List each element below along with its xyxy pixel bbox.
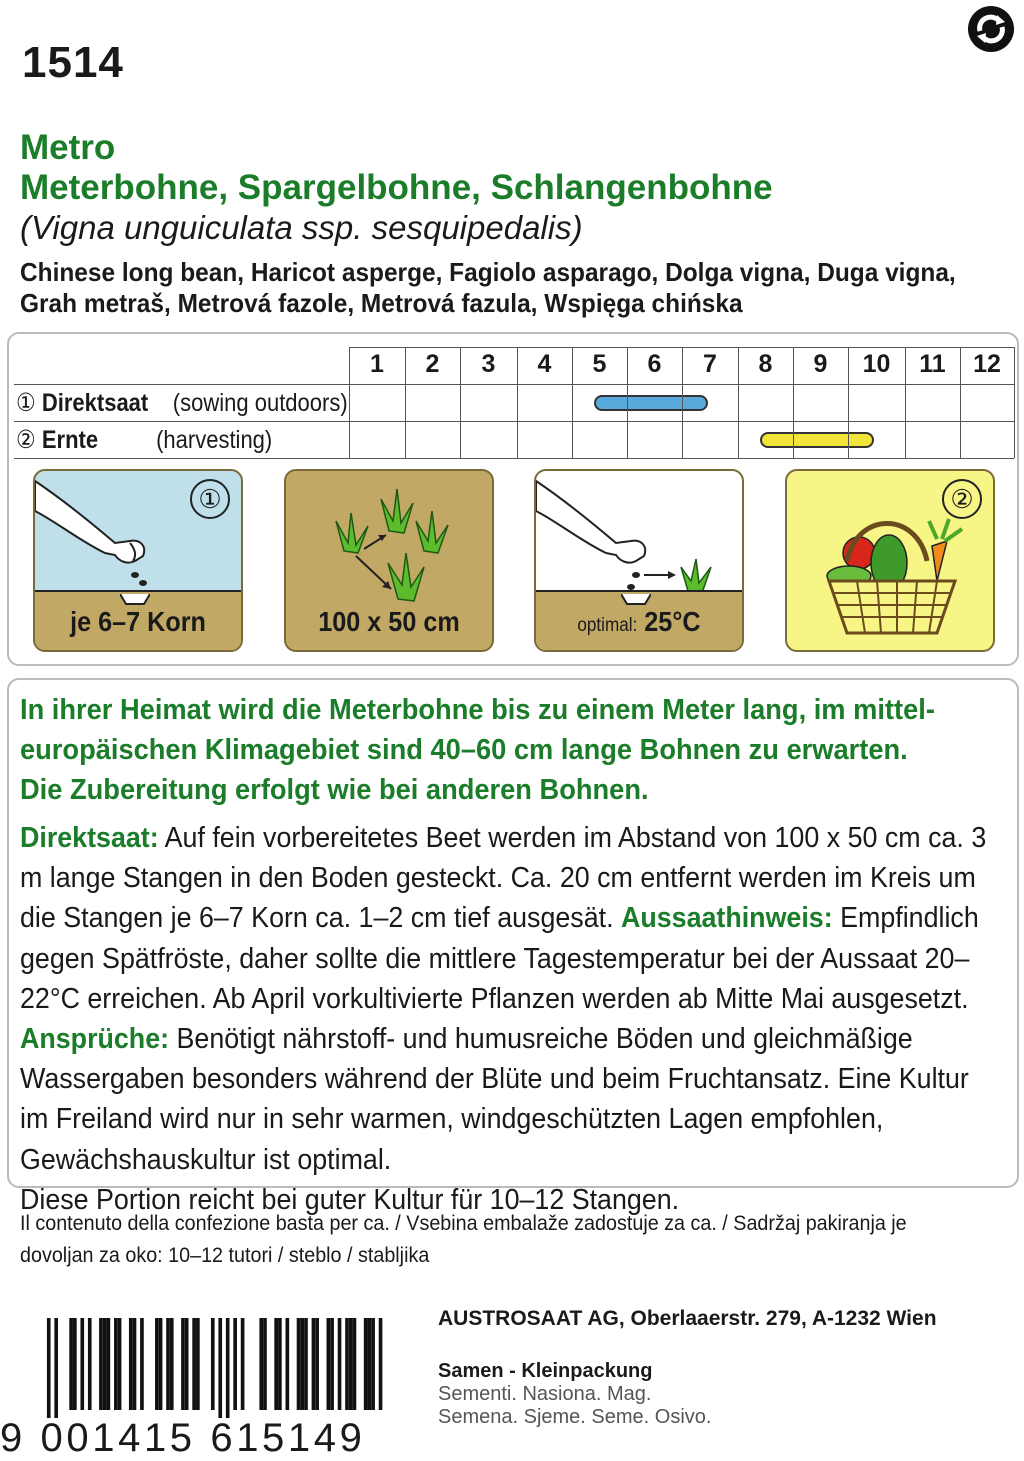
barcode-bar — [140, 1318, 144, 1410]
company-address: AUSTROSAAT AG, Oberlaaerstr. 279, A-1232 Wien — [438, 1307, 937, 1330]
barcode-bar — [133, 1318, 137, 1410]
row-translation: (harvesting) — [156, 426, 273, 454]
month-label: 11 — [919, 350, 946, 378]
barcode-bar — [371, 1318, 375, 1410]
barcode-bar — [233, 1318, 237, 1410]
barcode-bar — [54, 1318, 58, 1418]
intro-text: In ihrer Heimat wird die Meterbohne bis zu einem Meter lang, im mitteleuropäischen Klimagebiet sind 40–60 cm lange Bohnen zu erwarten. Die Zubereitung erfolgt wie bei anderen Bohnen. — [20, 694, 935, 806]
barcode-bar — [364, 1318, 368, 1410]
pack-title: Samen - Kleinpackung — [438, 1360, 653, 1382]
seeds-per-hole-label: je 6–7 Korn — [70, 606, 206, 637]
seed-germination-icon — [536, 471, 744, 601]
calendar-grid-line — [793, 347, 794, 458]
barcode-bar — [327, 1318, 331, 1410]
sowing-panel — [33, 469, 243, 652]
vegetable-basket-icon — [787, 471, 995, 652]
harvest-period-bar — [760, 432, 874, 448]
month-label: 9 — [813, 350, 828, 378]
month-label: 3 — [481, 350, 496, 378]
barcode-bar — [181, 1318, 185, 1410]
calendar-grid-line — [405, 347, 406, 458]
spacing-panel — [284, 469, 494, 652]
row-marker: ① — [16, 389, 36, 417]
barcode-bar — [159, 1318, 163, 1410]
barcode-bar — [114, 1318, 118, 1410]
calendar-grid-line — [349, 347, 350, 458]
barcode-bar — [304, 1318, 308, 1410]
panel-number: ② — [942, 479, 982, 519]
barcode-bar — [103, 1318, 107, 1410]
month-label: 5 — [592, 350, 607, 378]
temperature-panel — [534, 469, 744, 652]
barcode-bar — [286, 1318, 290, 1410]
barcode-bar — [345, 1318, 349, 1410]
hand-sowing-icon — [35, 471, 243, 601]
barcode-bar — [274, 1318, 278, 1410]
calendar-row-harvest — [16, 425, 272, 455]
barcode-bar — [379, 1318, 383, 1410]
month-label: 8 — [758, 350, 773, 378]
pack-translations-1: Sementi. Nasiona. Mag. — [438, 1383, 652, 1405]
temperature-label — [546, 606, 731, 638]
barcode-bar — [170, 1318, 174, 1410]
barcode-bar — [129, 1318, 133, 1410]
barcode-bar — [166, 1318, 170, 1410]
barcode-bar — [330, 1318, 334, 1410]
barcode-number: 9 001415 615149 — [0, 1416, 366, 1460]
product-code: 1514 — [22, 38, 124, 87]
month-label: 2 — [425, 350, 440, 378]
barcode-bar — [196, 1318, 200, 1410]
multilingual-portion-text: Il contenuto della confezione basta per ca. / Vsebina embalaže zadostuje za ca. / Sadržaj pakiranja je dovoljan za oko: 10–12 tutori / steblo / stabljika — [20, 1212, 907, 1267]
portion-text: Diese Portion reicht bei guter Kultur für 10–12 Stangen. — [20, 1183, 680, 1216]
barcode-bar — [312, 1318, 316, 1410]
row-label: Direktsaat — [41, 389, 149, 417]
temperature-value: 25°C — [644, 606, 701, 637]
barcode-bar — [88, 1318, 92, 1410]
heading-requirements: Ansprüche: — [20, 1023, 170, 1056]
barcode-bar — [259, 1318, 263, 1410]
calendar-grid-line — [905, 347, 906, 458]
barcode-bar — [368, 1318, 372, 1410]
calendar-grid-line — [349, 347, 1014, 348]
calendar-grid-line — [14, 458, 1014, 459]
harvest-panel — [785, 469, 995, 652]
month-label: 6 — [647, 350, 662, 378]
pack-translations-2: Semena. Sjeme. Seme. Osivo. — [438, 1406, 712, 1428]
spacing-label: 100 x 50 cm — [318, 606, 460, 637]
barcode-bar — [99, 1318, 103, 1410]
month-label: 12 — [973, 350, 1001, 378]
international-names-line1: Chinese long bean, Haricot asperge, Fagiolo asparago, Dolga vigna, Duga vigna, — [20, 257, 956, 287]
calendar-grid-line — [14, 384, 1014, 385]
barcode-bar — [185, 1318, 189, 1410]
text-requirements: Benötigt nährstoff- und humusreiche Böden und gleichmäßige Wassergaben besonders während der Blüte und beim Fruchtansatz. Eine Kultur im Freiland wird nur in sehr warmen, windgeschützten Lagen empfohlen, Gewächshauskultur ist optimal. — [20, 1023, 969, 1176]
barcode-bar — [353, 1318, 357, 1410]
barcode-bar — [155, 1318, 159, 1410]
month-label: 4 — [537, 350, 552, 378]
international-names-line2: Grah metraš, Metrová fazole, Metrová fazula, Wspięga chińska — [20, 288, 743, 318]
latin-name: (Vigna unguiculata ssp. sesquipedalis) — [20, 209, 583, 246]
common-names: Meterbohne, Spargelbohne, Schlangenbohne — [20, 168, 773, 207]
calendar-grid-line — [682, 347, 683, 458]
text-sowing-hint: Empfindlich gegen Spätfröste, daher sollte die mittlere Tagestemperatur bei der Aussaat 20–22°C erreichen. Ab April vorkultivierte Pflanzen werden ab Mitte Mai ausgesetzt. — [20, 902, 979, 1015]
barcode-bar — [338, 1318, 342, 1410]
row-label: Ernte — [41, 426, 99, 454]
barcode-bar — [69, 1318, 73, 1410]
barcode-bar — [278, 1318, 282, 1410]
barcode-bar — [300, 1318, 304, 1410]
variety-name: Metro — [20, 128, 116, 167]
barcode-bar — [226, 1318, 230, 1418]
calendar-grid-line — [1014, 347, 1015, 458]
calendar-grid-line — [627, 347, 628, 458]
recycle-icon — [966, 4, 1016, 54]
temperature-prefix: optimal: — [577, 615, 638, 636]
calendar-grid-line — [738, 347, 739, 458]
barcode-bar — [192, 1318, 196, 1410]
calendar-grid-line — [960, 347, 961, 458]
barcode-bar — [263, 1318, 267, 1410]
barcode-bar — [118, 1318, 122, 1410]
plant-spacing-icon — [286, 471, 494, 611]
sowing-period-bar — [594, 395, 708, 411]
barcode-bar — [73, 1318, 77, 1410]
barcode-bar — [47, 1318, 51, 1418]
calendar-grid-line — [572, 347, 573, 458]
panel-number: ① — [190, 479, 230, 519]
barcode-bar — [241, 1318, 245, 1410]
barcode-bar — [297, 1318, 301, 1410]
calendar-grid-line — [517, 347, 518, 458]
cultivation-text — [20, 818, 1001, 1220]
barcode-bar — [107, 1318, 111, 1410]
calendar-grid-line — [460, 347, 461, 458]
calendar-row-sowing — [16, 388, 348, 418]
month-label: 1 — [370, 350, 384, 378]
text-direct-sowing: Auf fein vorbereitetes Beet werden im Abstand von 100 x 50 cm ca. 3 m lange Stangen in den Boden gesteckt. Ca. 20 cm entfernt werden im Kreis um die Stangen je 6–7 Korn ca. 1–2 cm tief ausgesät. — [20, 822, 987, 935]
barcode-bar — [315, 1318, 319, 1410]
heading-direct-sowing: Direktsaat: — [20, 822, 159, 854]
calendar-grid-line — [14, 421, 1014, 422]
barcode — [4, 1318, 388, 1418]
month-label: 10 — [862, 350, 891, 378]
row-marker: ② — [16, 426, 36, 454]
barcode-bar — [349, 1318, 353, 1410]
calendar-grid-line — [848, 347, 849, 458]
barcode-bar — [218, 1318, 222, 1418]
heading-sowing-hint: Aussaathinweis: — [620, 902, 833, 935]
barcode-bar — [211, 1318, 215, 1410]
row-translation: (sowing outdoors) — [172, 389, 348, 417]
barcode-bar — [80, 1318, 84, 1410]
month-label: 7 — [703, 350, 717, 378]
